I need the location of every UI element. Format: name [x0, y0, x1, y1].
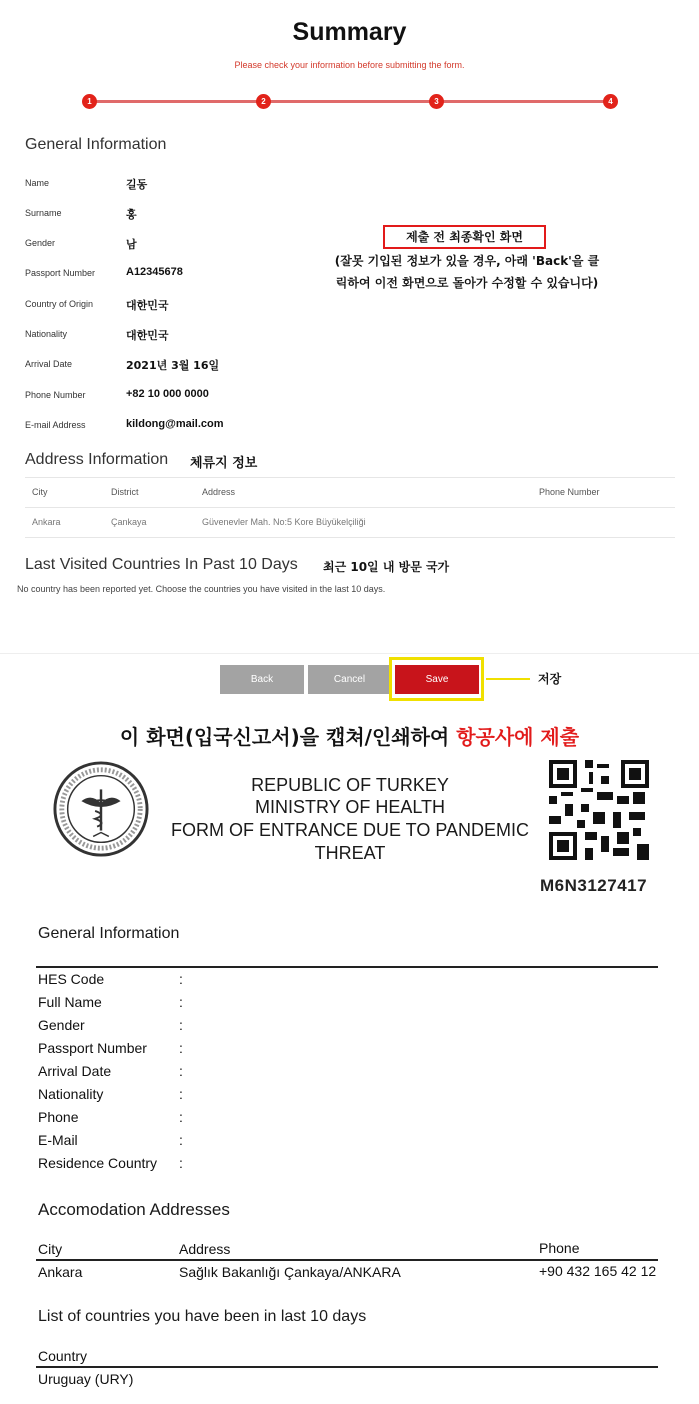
form-colon: :	[179, 1132, 183, 1148]
table-border-top	[25, 477, 675, 478]
back-button[interactable]: Back	[220, 665, 304, 694]
col-header-district: District	[111, 487, 139, 497]
capture-instruction-text: 이 화면(입국신고서)을 캡쳐/인쇄하여	[119, 725, 457, 749]
annotation-line-1: (잘못 기입된 정보가 있을 경우, 아래 'Back'을 클	[334, 254, 600, 268]
field-label-nationality: Nationality	[25, 329, 68, 339]
form-header-line-4: THREAT	[314, 843, 386, 863]
form-country-item: Uruguay (URY)	[38, 1371, 134, 1387]
form-label-passport: Passport Number	[38, 1040, 147, 1056]
col-header-phone: Phone Number	[539, 487, 600, 497]
address-info-title: Address Information	[25, 451, 169, 468]
form-countries-title: List of countries you have been in last 10 days	[38, 1308, 367, 1325]
form-label-full-name: Full Name	[38, 994, 102, 1010]
field-value-arrival-date: 2021년 3월 16일	[126, 359, 220, 372]
visited-countries-title: Last Visited Countries In Past 10 Days	[25, 556, 298, 573]
form-header-line-3: FORM OF ENTRANCE DUE TO PANDEMIC	[170, 820, 530, 840]
form-cell-phone: +90 432 165 42 12	[539, 1263, 657, 1279]
capture-instruction	[0, 721, 699, 750]
field-label-email: E-mail Address	[25, 420, 86, 430]
form-label-email: E-Mail	[38, 1132, 78, 1148]
address-cell-district: Çankaya	[111, 517, 147, 527]
step-4: 4	[603, 94, 618, 109]
save-highlight-box	[389, 657, 484, 701]
form-col-header-address: Address	[179, 1241, 231, 1257]
table-border-bottom	[25, 537, 675, 538]
form-label-nationality: Nationality	[38, 1086, 104, 1102]
field-label-passport: Passport Number	[25, 268, 96, 278]
form-label-gender: Gender	[38, 1017, 85, 1033]
page-title: Summary	[292, 18, 407, 46]
field-value-gender: 남	[126, 238, 137, 251]
address-info-note: 체류지 정보	[190, 456, 258, 471]
ministry-seal-icon	[52, 760, 150, 858]
form-cell-city: Ankara	[38, 1264, 83, 1280]
form-header-line-2: MINISTRY OF HEALTH	[254, 797, 446, 817]
field-value-nationality: 대한민국	[126, 329, 169, 342]
field-value-phone: +82 10 000 0000	[126, 388, 209, 400]
form-accommodation-divider	[36, 1259, 658, 1261]
form-col-header-phone: Phone	[539, 1240, 580, 1256]
form-colon: :	[179, 971, 183, 987]
form-code: M6N3127417	[540, 876, 648, 895]
form-colon: :	[179, 994, 183, 1010]
save-pointer-line	[486, 678, 530, 680]
form-label-phone: Phone	[38, 1109, 79, 1125]
visited-countries-empty: No country has been reported yet. Choose the countries you have visited in the last 10 days.	[17, 584, 386, 594]
form-general-divider	[36, 966, 658, 968]
capture-instruction-highlight: 항공사에 제출	[456, 725, 580, 749]
field-value-email: kildong@mail.com	[126, 418, 224, 430]
page-subtitle: Please check your information before submitting the form.	[234, 60, 465, 70]
address-cell-address: Güvenevler Mah. No:5 Kore Büyükelçiliği	[202, 517, 366, 527]
address-cell-city: Ankara	[32, 517, 61, 527]
form-label-arrival-date: Arrival Date	[38, 1063, 112, 1079]
form-colon: :	[179, 1040, 183, 1056]
section-divider	[0, 653, 699, 654]
save-note: 저장	[538, 672, 562, 686]
step-progress-line	[90, 100, 611, 103]
table-header-divider	[25, 507, 675, 508]
form-colon: :	[179, 1155, 183, 1171]
form-colon: :	[179, 1017, 183, 1033]
col-header-city: City	[32, 487, 48, 497]
form-label-hes-code: HES Code	[38, 971, 105, 987]
step-2: 2	[256, 94, 271, 109]
general-info-title: General Information	[25, 136, 167, 153]
field-value-surname: 홍	[126, 208, 137, 221]
step-1: 1	[82, 94, 97, 109]
form-general-title: General Information	[38, 925, 180, 942]
visited-countries-note: 최근 10일 내 방문 국가	[323, 560, 450, 574]
annotation-line-2: 릭하여 이전 화면으로 돌아가 수정할 수 있습니다)	[335, 276, 599, 290]
form-colon: :	[179, 1086, 183, 1102]
form-cell-address: Sağlık Bakanlığı Çankaya/ANKARA	[179, 1264, 401, 1280]
field-label-surname: Surname	[25, 208, 62, 218]
field-label-phone: Phone Number	[25, 390, 86, 400]
qr-code-icon	[549, 760, 649, 860]
field-value-name: 길동	[126, 178, 148, 191]
form-header-line-1: REPUBLIC OF TURKEY	[251, 775, 449, 795]
form-col-header-city: City	[38, 1241, 63, 1257]
form-colon: :	[179, 1109, 183, 1125]
field-label-arrival-date: Arrival Date	[25, 359, 73, 369]
step-3: 3	[429, 94, 444, 109]
form-col-header-country: Country	[38, 1348, 88, 1364]
field-label-gender: Gender	[25, 238, 56, 248]
form-label-residence-country: Residence Country	[38, 1155, 158, 1171]
cancel-button[interactable]: Cancel	[308, 665, 391, 694]
field-label-country-of-origin: Country of Origin	[25, 299, 94, 309]
form-accommodation-title: Accomodation Addresses	[38, 1200, 230, 1219]
field-label-name: Name	[25, 178, 50, 188]
field-value-passport: A12345678	[126, 266, 183, 278]
field-value-country-of-origin: 대한민국	[126, 299, 169, 312]
col-header-address: Address	[202, 487, 236, 497]
form-countries-divider	[36, 1366, 658, 1368]
annotation-box: 제출 전 최종확인 화면	[383, 225, 546, 249]
save-button[interactable]: Save	[395, 665, 479, 694]
form-colon: :	[179, 1063, 183, 1079]
